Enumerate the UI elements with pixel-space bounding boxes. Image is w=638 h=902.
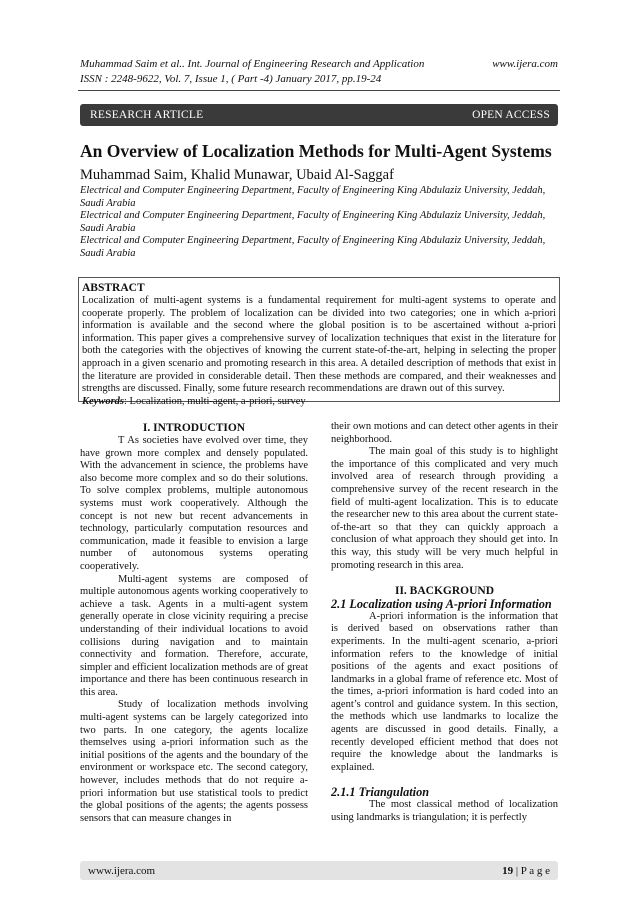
right-column [331, 421, 558, 824]
abstract-heading: ABSTRACT [82, 282, 145, 294]
page-number: 19 [502, 864, 514, 877]
abstract-text: Localization of multi-agent systems is a fundamental requirement for multi-agent systems to operate and cooperate properly. The problem of localization can be divided into two categories; one in which a-priori information is available and the second where the global position is to be ascertained without a-priori information. This paper gives a comprehensive survey of localization techniques that exist in the literature for both the categories with the objectives of knowing the current state-of-the-art, helping in selecting the proper approach in a given scenario and promoting research in this area. A detailed description of methods that exist in the literature are provided in considerable detail. Then these methods are compared, and their weaknesses and strengths are discussed. Finally, some future research recommendations are drawn out of this survey. [82, 295, 556, 395]
body-paragraph: The most classical method of localization using landmarks is triangulation; it is perfectly [331, 799, 558, 823]
body-paragraph: their own motions and can detect other agents in their neighborhood. [331, 421, 558, 445]
page-footer [80, 861, 558, 880]
article-type-banner [80, 104, 558, 126]
affiliation: Electrical and Computer Engineering Department, Faculty of Engineering King Abdulaziz University, Jeddah, Saudi Arabia [80, 235, 546, 259]
keywords-text: : Localization, multi-agent, a-priori, survey [124, 395, 306, 407]
subsubsection-heading: 2.1.1 Triangulation [331, 785, 430, 800]
abstract-box [78, 277, 560, 407]
affiliation: Electrical and Computer Engineering Department, Faculty of Engineering King Abdulaziz University, Jeddah, Saudi Arabia [80, 185, 546, 209]
keywords-line [82, 396, 556, 409]
header-divider [78, 90, 560, 91]
footer-website-link[interactable]: www.ijera.com [88, 864, 156, 877]
keywords-label: Keywords [82, 395, 124, 407]
body-paragraph: A-priori information is the information that is derived based on observations rather than experiments. In the multi-agent scenario, a-priori information refers to the knowledge of initial positions of the agents and exact positions of landmarks in a global frame of reference etc. Most of the times, a-priori information is hard coded into an agent’s control and guidance system. In this section, the methods which use landmarks to localize the agents are discussed in good details. Finally, a recently developed efficient method that does not require the knowledge about the landmarks is explained. [331, 610, 558, 773]
body-paragraph: Study of localization methods involving multi-agent systems can be largely categorized into two parts. In one category, the agents localize themselves using a-priori information such as the initial positions of the agents and the boundary of the environment or workspace etc. The second category, however, includes methods that do not require a-priori information but use statistical tools to predict the global positions of the agents; the agents possess sensors that can measure changes in [80, 699, 308, 824]
body-paragraph: Multi-agent systems are composed of multiple autonomous agents working cooperatively to achieve a task. Agents in a multi-agent system generally operate in close vicinity requiring a precise understanding of their individual locations to avoid collisions during navigation and to maintain connectivity and formation. Therefore, accurate, simpler and efficient localization methods are of great importance and there has been continuous research in this area. [80, 573, 308, 698]
left-column [80, 421, 308, 825]
affiliations [80, 185, 560, 261]
research-article-label: RESEARCH ARTICLE [90, 109, 204, 121]
journal-website-link[interactable]: www.ijera.com [492, 58, 558, 70]
journal-citation: Muhammad Saim et al.. Int. Journal of Engineering Research and Application [80, 58, 425, 70]
background-heading: II. BACKGROUND [394, 585, 495, 598]
issn-line: ISSN : 2248-9622, Vol. 7, Issue 1, ( Part -4) January 2017, pp.19-24 [80, 73, 382, 85]
open-access-label: OPEN ACCESS [472, 109, 550, 121]
author-list: Muhammad Saim, Khalid Munawar, Ubaid Al-Saggaf [80, 167, 394, 183]
page-label: | P a g e [513, 864, 550, 877]
introduction-heading: I. INTRODUCTION [142, 422, 246, 434]
body-paragraph: The main goal of this study is to highlight the importance of this complicated and very much involved area of research through providing a comprehensive survey of the recent research in the field of multi-agent localization. This is to educate the researcher new to this area about the current state-of-the-art so that they can quickly approach a conclusion of what approach they should get into. In this way, this study will be very much helpful in promoting research in this area. [331, 446, 558, 571]
running-header [80, 58, 558, 70]
body-paragraph: T As societies have evolved over time, they have grown more complex and densely populated. With the advancement in science, the problems have also become more complex and so do their solutions. To solve complex problems, multiple autonomous systems must work cooperatively. Although the concept is not new but recent advancements in technology, particularly computation resources and communication, made it feasible to envision a large number of autonomous systems operating cooperatively. [80, 435, 308, 572]
paper-title: An Overview of Localization Methods for Multi-Agent Systems [80, 141, 552, 161]
subsection-heading: 2.1 Localization using A-priori Information [331, 597, 552, 612]
affiliation: Electrical and Computer Engineering Department, Faculty of Engineering King Abdulaziz University, Jeddah, Saudi Arabia [80, 210, 546, 234]
page-indicator [502, 865, 550, 877]
